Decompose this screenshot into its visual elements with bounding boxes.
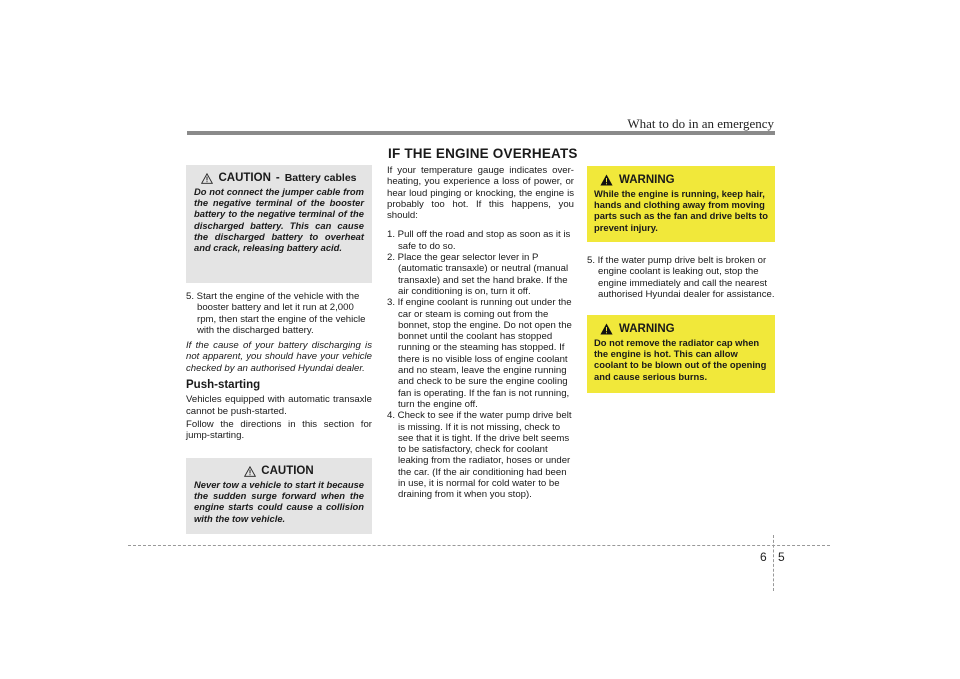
warning-heading bbox=[600, 174, 768, 186]
overheat-column bbox=[387, 165, 574, 501]
warning-text: While the engine is running, keep hair, hands and clothing away from moving parts such as the fan and drive belts to prevent injury. bbox=[594, 188, 769, 233]
caution-triangle-icon bbox=[201, 173, 213, 184]
overheat-intro: If your temperature gauge indicates over-heating, you experience a loss of power, or hear loud pinging or knocking, the engine is probably too hot. If this happens, you should: bbox=[387, 165, 574, 222]
caution-battery-cables-box bbox=[186, 165, 372, 283]
caution-label: CAUTION bbox=[261, 465, 314, 477]
left-column bbox=[186, 291, 372, 442]
caution-heading: CAUTION - Battery cables bbox=[194, 172, 364, 184]
warning-label: WARNING bbox=[619, 323, 675, 335]
caution-sublabel: Battery cables bbox=[284, 172, 357, 184]
chapter-header-title: What to do in an emergency bbox=[627, 116, 774, 131]
page-number: 5 bbox=[778, 550, 785, 564]
battery-note: If the cause of your battery discharging is not apparent, you should have your vehicle checked by an authorised Hyundai dealer. bbox=[186, 340, 372, 374]
overheat-step-2: 2. Place the gear selector lever in P (automatic transaxle) or neutral (manual transaxle) and set the hand brake. If the air conditioning is on, turn it off. bbox=[387, 252, 569, 297]
section-title: IF THE ENGINE OVERHEATS bbox=[388, 146, 578, 161]
push-starting-heading: Push-starting bbox=[186, 379, 261, 392]
overheat-step-3: 3. If engine coolant is running out under the car or steam is coming out from the bonnet, stop the engine. Do not open the bonnet until the coolant has stopped running or the steaming has stopped. If there is no visible loss of engine coolant and no steam, leave the engine running and check to be sure the engine cooling fan is operating. If the fan is not running, turn the engine off. bbox=[387, 297, 572, 410]
overheat-step-5: 5. If the water pump drive belt is broken or engine coolant is leaking out, stop the engine immediately and call the nearest authorised Hyundai dealer for assistance. bbox=[587, 255, 775, 300]
warning-radiator-cap-box bbox=[587, 315, 775, 393]
push-starting-paragraph-2: Follow the directions in this section for jump-starting. bbox=[186, 418, 372, 442]
page-number-divider bbox=[773, 535, 774, 591]
footer-divider bbox=[128, 545, 830, 546]
overheat-step-4: 4. Check to see if the water pump drive belt is missing. If it is not missing, check to see that it is tight. If the drive belt seems to be satisfactory, check for coolant leaking from the radiator, hoses or under the car. (If the air conditioning had been in use, it is normal for cold water to be draining from it when you stop). bbox=[387, 410, 572, 501]
warning-triangle-icon bbox=[600, 323, 613, 335]
warning-text: Do not remove the radiator cap when the engine is hot. This can allow coolant to be blown out of the opening and cause serious burns. bbox=[594, 337, 767, 382]
caution-heading bbox=[194, 465, 364, 477]
caution-label: CAUTION bbox=[218, 172, 271, 184]
warning-moving-parts-box bbox=[587, 166, 775, 242]
caution-triangle-icon bbox=[244, 466, 256, 477]
push-starting-paragraph-1: Vehicles equipped with automatic transaxle cannot be push-started. bbox=[186, 394, 372, 417]
jump-step-5: 5. Start the engine of the vehicle with the booster battery and let it run at 2,000 rpm, then start the engine of the vehicle with the discharged battery. bbox=[186, 291, 366, 336]
overheat-step-5-block bbox=[587, 255, 775, 300]
overheat-step-1: 1. Pull off the road and stop as soon as it is safe to do so. bbox=[387, 229, 571, 252]
chapter-number: 6 bbox=[760, 550, 767, 564]
caution-text: Do not connect the jumper cable from the negative terminal of the booster battery to the negative terminal of the discharged battery. This can cause the discharged battery to overheat and crack, releasing battery acid. bbox=[194, 186, 364, 254]
warning-label: WARNING bbox=[619, 174, 675, 186]
caution-text: Never tow a vehicle to start it because the sudden surge forward when the engine starts could cause a collision with the tow vehicle. bbox=[194, 479, 364, 524]
warning-heading bbox=[600, 323, 768, 335]
warning-triangle-icon bbox=[600, 174, 613, 186]
caution-tow-box bbox=[186, 458, 372, 534]
header-rule bbox=[187, 131, 775, 135]
